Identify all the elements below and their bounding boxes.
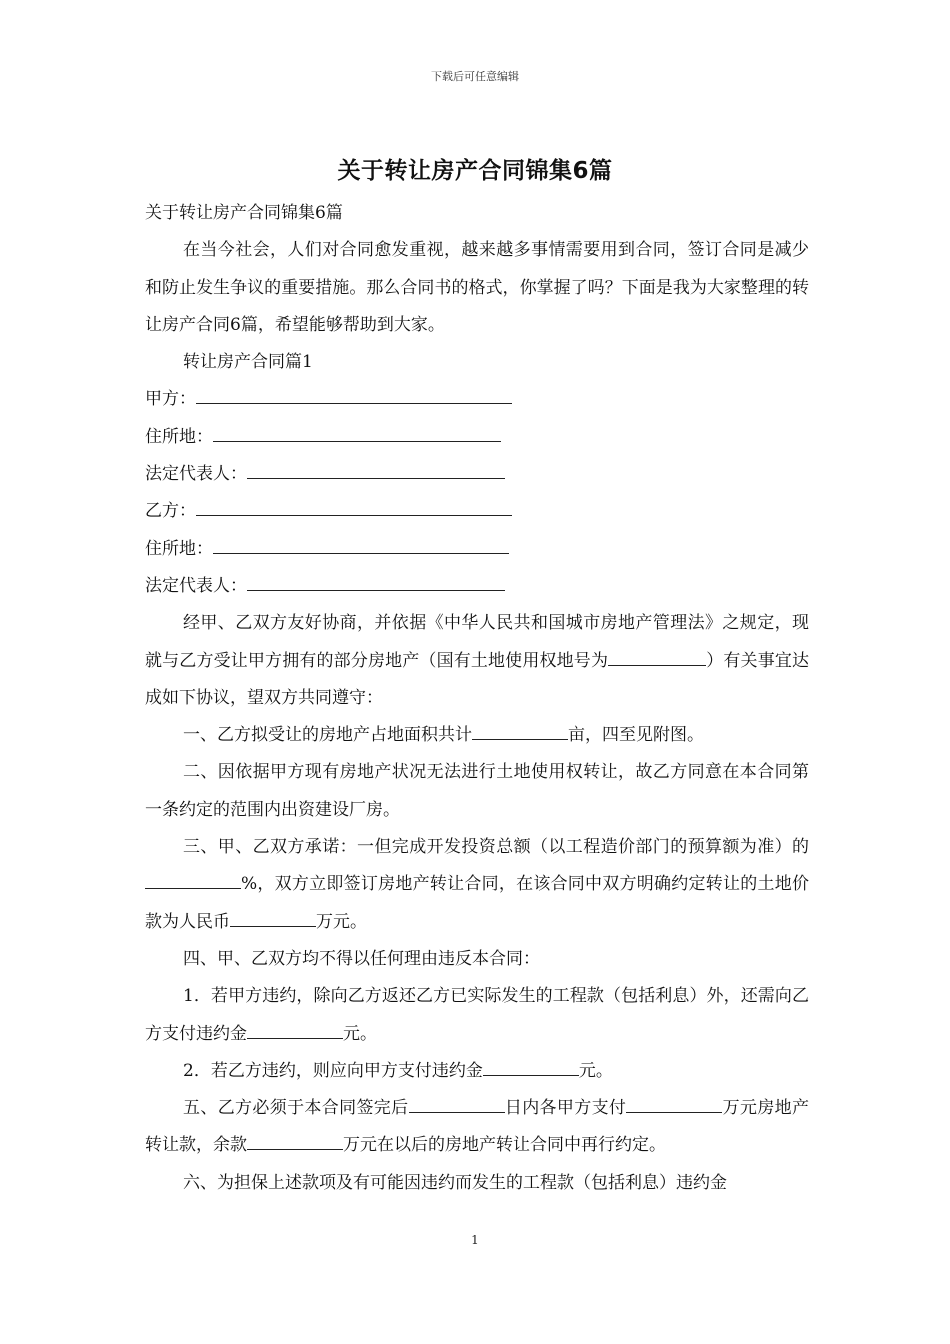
clause-1 bbox=[145, 717, 809, 754]
clause-text: 三、甲、乙双方承诺：一但完成开发投资总额（以工程造价部门的预算额为准）的 bbox=[183, 837, 809, 858]
paragraph-agreement-basis bbox=[145, 605, 809, 717]
clause-text: 1．若甲方违约，除向乙方返还乙方已实际发生的工程款（包括利息）外，还需向乙方支付违约金 bbox=[145, 986, 809, 1044]
header-note: 下载后可任意编辑 bbox=[431, 70, 519, 83]
fill-in-blank bbox=[213, 533, 509, 554]
fill-in-blank bbox=[196, 495, 512, 516]
fill-in-blank bbox=[483, 1055, 579, 1076]
clause-text: 万元在以后的房地产转让合同中再行约定。 bbox=[343, 1135, 666, 1156]
page-number: 1 bbox=[471, 1233, 479, 1247]
clause-6: 六、为担保上述款项及有可能因违约而发生的工程款（包括利息）违约金 bbox=[183, 1172, 727, 1193]
fill-in-blank bbox=[409, 1092, 505, 1113]
field-address-a bbox=[145, 419, 809, 456]
fill-in-blank bbox=[608, 645, 678, 666]
field-label: 乙方： bbox=[145, 501, 196, 522]
clause-text: 2．若乙方违约，则应向甲方支付违约金 bbox=[183, 1060, 483, 1081]
fill-in-blank bbox=[472, 719, 568, 740]
field-label: 住所地： bbox=[145, 538, 213, 559]
clause-text: 万元房地产转让款，余款 bbox=[145, 1098, 810, 1156]
fill-in-blank bbox=[626, 1092, 722, 1113]
clause-4-item-2 bbox=[145, 1053, 809, 1090]
field-legal-rep-b bbox=[145, 568, 809, 605]
clause-text: 亩，四至见附图。 bbox=[568, 725, 704, 746]
field-label: 甲方： bbox=[145, 389, 196, 410]
fill-in-blank bbox=[196, 383, 512, 404]
fill-in-blank bbox=[247, 1018, 343, 1039]
fill-in-blank bbox=[247, 458, 505, 479]
field-label: 法定代表人： bbox=[145, 464, 247, 485]
clause-3 bbox=[145, 829, 809, 941]
clause-text: %，双方立即签订房地产转让合同，在该合同中双方明确约定转让的土地价款为人民币 bbox=[145, 874, 809, 932]
clause-5 bbox=[145, 1090, 809, 1165]
field-address-b bbox=[145, 531, 809, 568]
clause-2: 二、因依据甲方现有房地产状况无法进行土地使用权转让，故乙方同意在本合同第一条约定的范围内出资建设厂房。 bbox=[145, 762, 809, 820]
document-subtitle: 关于转让房产合同锦集6篇 bbox=[145, 203, 343, 223]
intro-paragraph: 在当今社会，人们对合同愈发重视，越来越多事情需要用到合同，签订合同是减少和防止发生争议的重要措施。那么合同书的格式，你掌握了吗？下面是我为大家整理的转让房产合同6篇，希望能够帮助到大家。 bbox=[145, 240, 809, 335]
fill-in-blank bbox=[230, 906, 316, 927]
field-label: 住所地： bbox=[145, 426, 213, 447]
clause-text: 五、乙方必须于本合同签完后 bbox=[183, 1098, 409, 1119]
fill-in-blank bbox=[213, 421, 501, 442]
section-heading: 转让房产合同篇1 bbox=[183, 352, 313, 373]
document-body bbox=[145, 195, 809, 1202]
fill-in-blank bbox=[247, 1129, 343, 1150]
clause-text: 万元。 bbox=[316, 911, 367, 932]
paragraph-text: 经甲、乙双方友好协商，并依据《中华人民共和国城市房地产管理法》之规定，现就与乙方受让甲方拥有的部分房地产（国有土地使用权地号为 bbox=[145, 613, 809, 671]
fill-in-blank bbox=[678, 645, 706, 666]
clause-text: 元。 bbox=[578, 1060, 613, 1081]
field-party-b bbox=[145, 493, 809, 530]
clause-text: 元。 bbox=[343, 1023, 377, 1044]
clause-4-item-1 bbox=[145, 978, 809, 1053]
clause-text: 日内各甲方支付 bbox=[504, 1098, 627, 1119]
field-legal-rep-a bbox=[145, 456, 809, 493]
field-party-a bbox=[145, 381, 809, 418]
field-label: 法定代表人： bbox=[145, 575, 247, 596]
fill-in-blank bbox=[247, 570, 505, 591]
fill-in-blank bbox=[145, 868, 241, 889]
clause-4: 四、甲、乙双方均不得以任何理由违反本合同： bbox=[183, 948, 540, 969]
document-title: 关于转让房产合同锦集6篇 bbox=[337, 158, 613, 184]
clause-text: 一、乙方拟受让的房地产占地面积共计 bbox=[183, 725, 472, 746]
paragraph-text: ）有关事宜达成如下协议，望双方共同遵守： bbox=[145, 650, 810, 708]
